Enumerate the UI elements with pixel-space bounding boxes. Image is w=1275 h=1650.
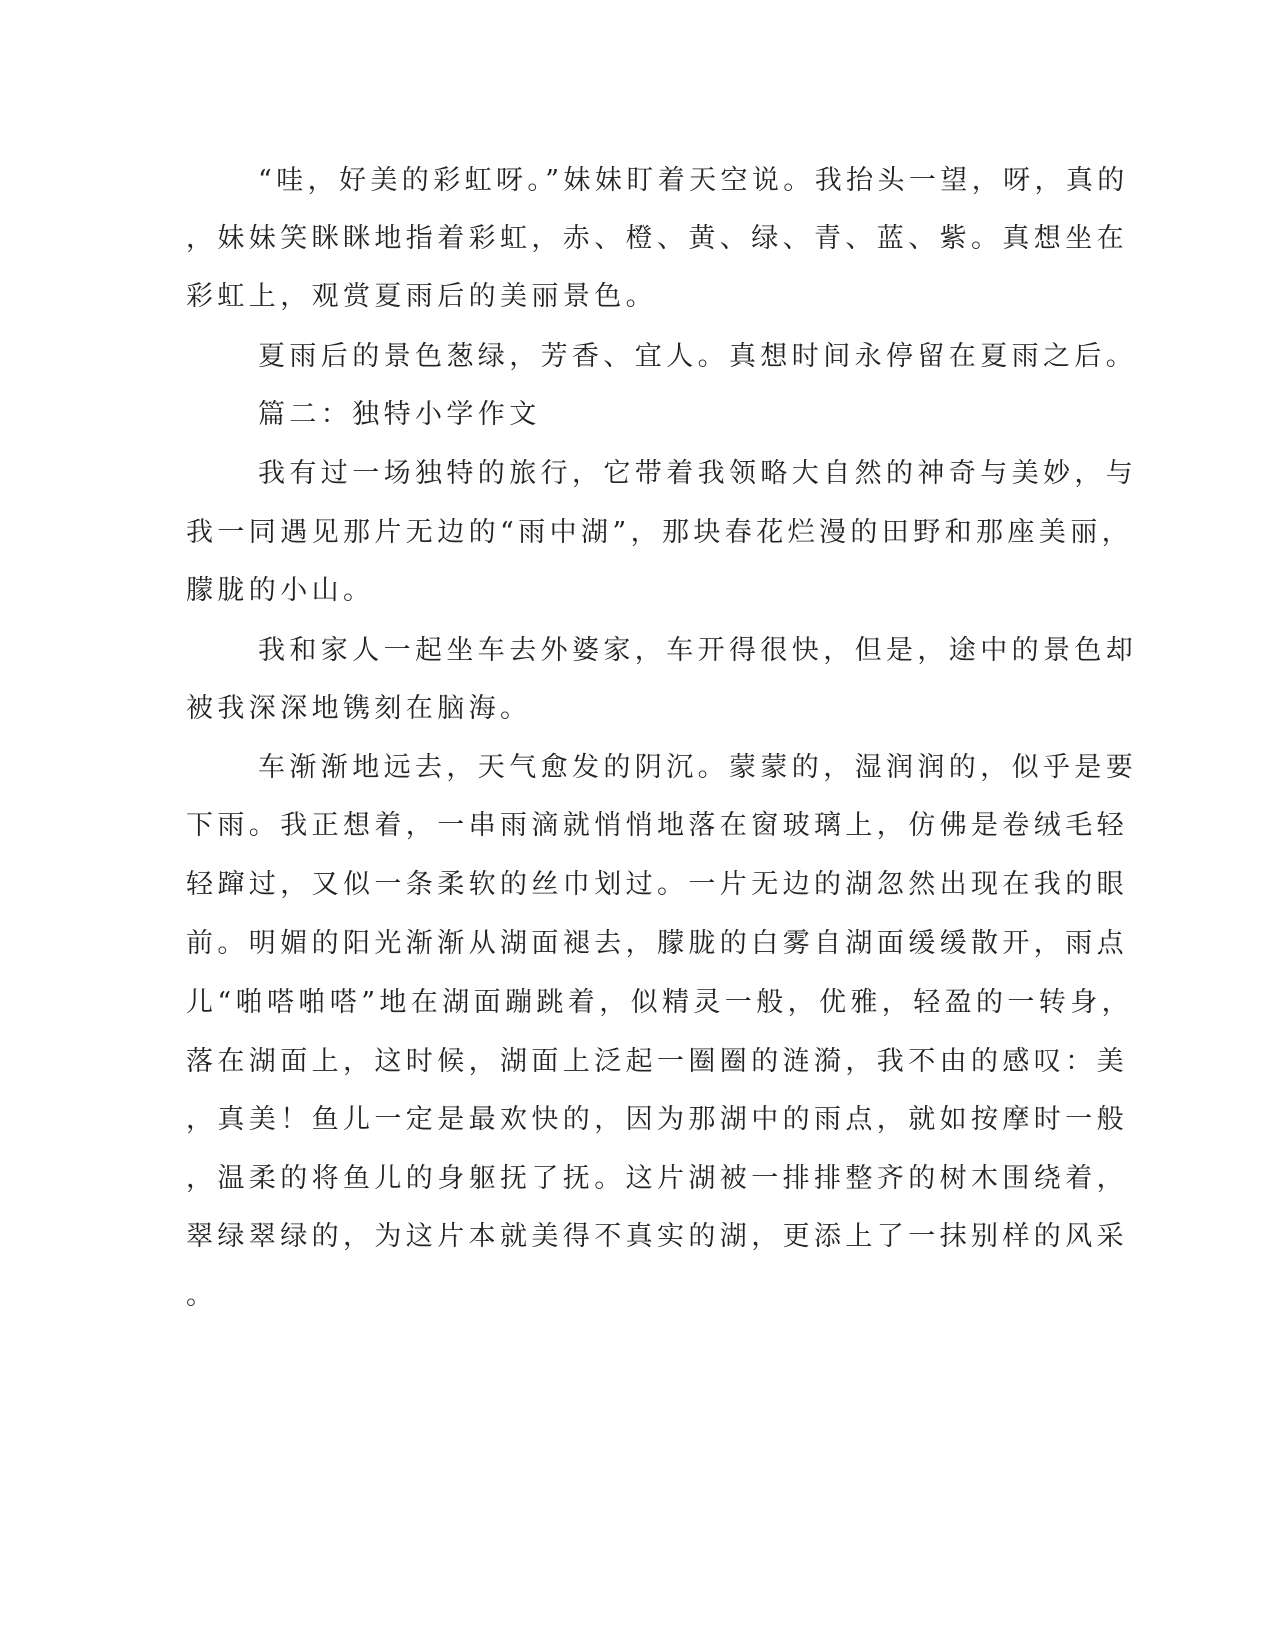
paragraph-line: 轻蹿过，又似一条柔软的丝巾划过。一片无边的湖忽然出现在我的眼 bbox=[186, 869, 1128, 900]
paragraph-line: 我有过一场独特的旅行，它带着我领略大自然的神奇与美妙，与 bbox=[258, 458, 1138, 489]
paragraph-line: 我和家人一起坐车去外婆家，车开得很快，但是，途中的景色却 bbox=[258, 635, 1138, 666]
paragraph-line: 儿“啪嗒啪嗒”地在湖面蹦跳着，似精灵一般，优雅，轻盈的一转身， bbox=[186, 987, 1134, 1018]
paragraph-line: 朦胧的小山。 bbox=[186, 575, 375, 606]
paragraph-line: ，真美！鱼儿一定是最欢快的，因为那湖中的雨点，就如按摩时一般 bbox=[186, 1104, 1128, 1135]
paragraph-line: 我一同遇见那片无边的“雨中湖”，那块春花烂漫的田野和那座美丽， bbox=[186, 517, 1134, 548]
paragraph-line: 前。明媚的阳光渐渐从湖面褪去，朦胧的白雾自湖面缓缓散开，雨点 bbox=[186, 928, 1128, 959]
paragraph-line: 被我深深地镌刻在脑海。 bbox=[186, 693, 532, 724]
paragraph-line: 车渐渐地远去，天气愈发的阴沉。蒙蒙的，湿润润的，似乎是要 bbox=[258, 752, 1138, 783]
section-heading: 篇二：独特小学作文 bbox=[258, 399, 541, 430]
paragraph-line: “哇，好美的彩虹呀。”妹妹盯着天空说。我抬头一望，呀，真的 bbox=[258, 165, 1129, 196]
paragraph-line: 落在湖面上，这时候，湖面上泛起一圈圈的涟漪，我不由的感叹：美 bbox=[186, 1046, 1128, 1077]
paragraph-line: 翠绿翠绿的，为这片本就美得不真实的湖，更添上了一抹别样的风采 bbox=[186, 1221, 1128, 1252]
paragraph-line: 下雨。我正想着，一串雨滴就悄悄地落在窗玻璃上，仿佛是卷绒毛轻 bbox=[186, 810, 1128, 841]
paragraph-line: 彩虹上，观赏夏雨后的美丽景色。 bbox=[186, 281, 657, 312]
paragraph-line: ，温柔的将鱼儿的身躯抚了抚。这片湖被一排排整齐的树木围绕着， bbox=[186, 1163, 1128, 1194]
paragraph-line: ，妹妹笑眯眯地指着彩虹，赤、橙、黄、绿、青、蓝、紫。真想坐在 bbox=[186, 223, 1128, 254]
paragraph-line: 。 bbox=[186, 1280, 218, 1311]
paragraph-line: 夏雨后的景色葱绿，芳香、宜人。真想时间永停留在夏雨之后。 bbox=[258, 341, 1138, 372]
